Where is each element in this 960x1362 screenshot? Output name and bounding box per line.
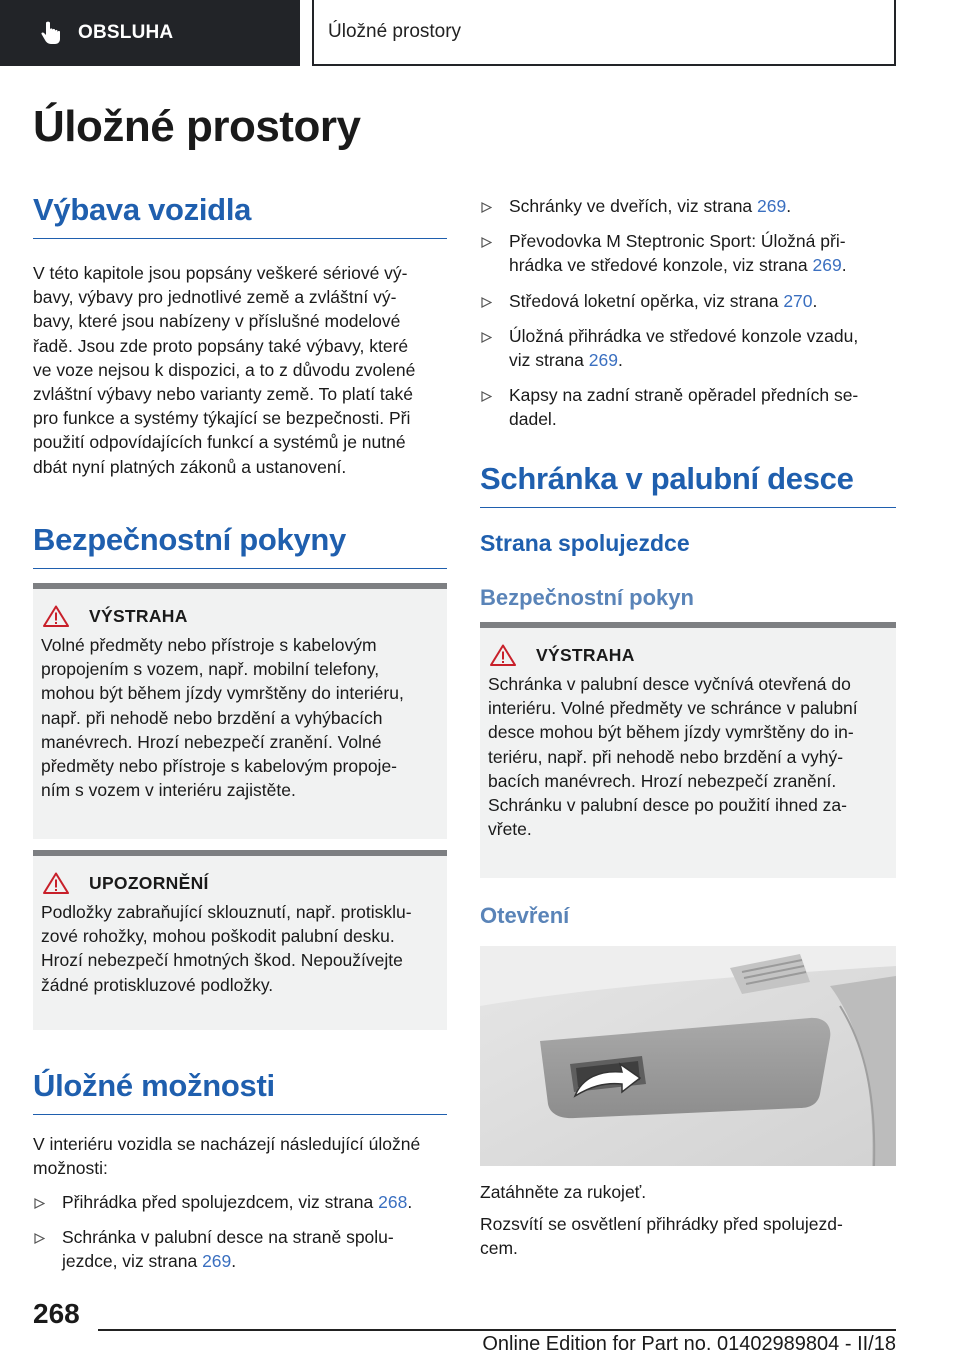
bullet-arrow-icon (481, 297, 492, 308)
warning-triangle-icon (490, 644, 516, 666)
warning-triangle-icon (43, 605, 69, 627)
page-ref-link[interactable]: 269 (202, 1251, 232, 1272)
page-ref-link[interactable]: 269 (812, 255, 842, 276)
warning-triangle-icon (43, 872, 69, 894)
list-item: Kapsy na zadní straně opěradel předních se‐ dadel. (480, 383, 894, 431)
text-line: žádné protiskluzové podložky. (41, 974, 274, 995)
footer-divider (98, 1329, 896, 1331)
hand-icon (38, 20, 64, 46)
text-line: např. při nehodě nebo brzdění a vyhýbacích (41, 707, 383, 728)
text-line: interiéru. Volné předměty ve schránce v palubní (488, 698, 858, 719)
text-line: Schránka v palubní desce vyčnívá otevřená do (488, 674, 851, 694)
text-line: předměty nebo přístroje s kabelovým propoje‐ (41, 756, 398, 777)
heading-otevreni: Otevření (480, 903, 570, 928)
text-line: mohou být během jízdy vymrštěny do interiéru, (41, 683, 404, 704)
text-line: V interiéru vozidla se nacházejí následující úložné (33, 1134, 421, 1154)
text-line: zové rohožky, mohou poškodit palubní desku. (41, 926, 395, 947)
text-line: V této kapitole jsou popsány veškeré sériové vý‐ (33, 263, 408, 283)
warning-title: VÝSTRAHA (89, 605, 188, 626)
text-line: manévrech. Hrozí nebezpečí zranění. Volné (41, 731, 382, 752)
heading-strana-spolujezdce: Strana spolujezdce (480, 530, 690, 556)
text-line: zvláštní výbavy nebo varianty země. To platí také (33, 384, 414, 405)
bullet-arrow-icon (481, 391, 492, 402)
text-line: ve voze nejsou k dispozici, a to z důvodu zvolené (33, 359, 416, 380)
moznosti-intro (33, 1132, 447, 1180)
warning-text (488, 672, 888, 841)
text-line: řadě. Jsou zde proto popsány také výbavy, které (33, 335, 409, 356)
chapter-tab (312, 0, 896, 66)
list-item: Středová loketní opěrka, viz strana 270. (480, 289, 894, 313)
text-line: Zatáhněte za rukojeť. (480, 1182, 647, 1202)
glovebox-illustration (480, 946, 896, 1166)
text-line: bavy, které jsou nabízeny v příslušné modelové (33, 311, 401, 332)
text-line: možnosti: (33, 1158, 108, 1179)
list-item: Převodovka M Steptronic Sport: Úložná při‐ hrádka ve středové konzole, viz strana 269. (480, 229, 894, 277)
page-title: Úložné prostory (33, 102, 361, 151)
text-line: ním s vozem v interiéru zajistěte. (41, 780, 296, 801)
text-line: Schránku v palubní desce po použití ihned za‐ (488, 795, 847, 816)
text-line: Podložky zabraňující sklouznutí, např. protisklu‐ (41, 902, 412, 922)
opening-caption (480, 1180, 894, 1261)
bullet-arrow-icon (481, 202, 492, 213)
warning-box-right (480, 622, 896, 878)
bullet-arrow-icon (481, 237, 492, 248)
list-item: Úložná přihrádka ve středové konzole vzadu, viz strana 269. (480, 324, 894, 372)
list-item: Schránky ve dveřích, viz strana 269. (480, 194, 894, 218)
glovebox-photo (480, 946, 896, 1166)
chapter-label: Úložné prostory (328, 21, 462, 42)
page-ref-link[interactable]: 269 (757, 196, 787, 216)
text-line: dbát nyní platných zákonů a ustanovení. (33, 456, 347, 477)
bullet-arrow-icon (34, 1198, 45, 1209)
text-line: propojením s vozem, např. mobilní telefony, (41, 659, 380, 680)
bullet-arrow-icon (481, 332, 492, 343)
notice-title: UPOZORNĚNÍ (89, 872, 209, 893)
bullet-arrow-icon (34, 1233, 45, 1244)
list-item: Přihrádka před spolujezdcem, viz strana 268. (33, 1190, 447, 1214)
text-line: Volné předměty nebo přístroje s kabelovým (41, 635, 377, 655)
heading-vybava: Výbava vozidla (33, 192, 447, 239)
text-line: teriéru, např. při nehodě nebo brzdění a vyhý‐ (488, 746, 844, 767)
page-ref-link[interactable]: 270 (783, 290, 813, 311)
storage-list-right (480, 194, 894, 443)
text-line: bavy, výbavy pro jednotlivé země a zvláštní vý‐ (33, 287, 397, 308)
page-ref-link[interactable]: 269 (588, 350, 618, 371)
heading-moznosti: Úložné možnosti (33, 1068, 447, 1115)
notice-box (33, 850, 447, 1030)
warning-box (33, 583, 447, 839)
text-line: desce mohou být během jízdy vymrštěny do in‐ (488, 722, 854, 743)
section-tab (0, 0, 300, 66)
text-line: použití odpovídajících funkcí a systémů je nutné (33, 432, 406, 453)
heading-schranka: Schránka v palubní desce (480, 461, 896, 508)
heading-bezpecnost: Bezpečnostní pokyny (33, 522, 447, 569)
heading-bezpecnostni-pokyn: Bezpečnostní pokyn (480, 585, 694, 610)
text-line: cem. (480, 1238, 518, 1259)
storage-list-left (33, 1190, 447, 1285)
list-item: Schránka v palubní desce na straně spolu‐ jezdce, viz strana 269. (33, 1225, 447, 1273)
vybava-text (33, 261, 447, 479)
text-line: bacích manévrech. Hrozí nebezpečí zranění. (488, 770, 837, 791)
edition-note: Online Edition for Part no. 01402989804 - II/18 (482, 1333, 896, 1355)
page-ref-link[interactable]: 268 (378, 1192, 408, 1212)
text-line: vřete. (488, 819, 532, 840)
warning-title: VÝSTRAHA (536, 644, 635, 665)
text-line: Rozsvítí se osvětlení přihrádky před spolujezd‐ (480, 1214, 843, 1235)
notice-text (41, 900, 439, 997)
text-line: Hrozí nebezpečí hmotných škod. Nepoužívejte (41, 950, 403, 971)
section-label: OBSLUHA (78, 22, 174, 43)
text-line: pro funkce a systémy týkající se bezpečnosti. Při (33, 408, 411, 429)
page-number: 268 (33, 1298, 80, 1329)
warning-text (41, 633, 439, 802)
